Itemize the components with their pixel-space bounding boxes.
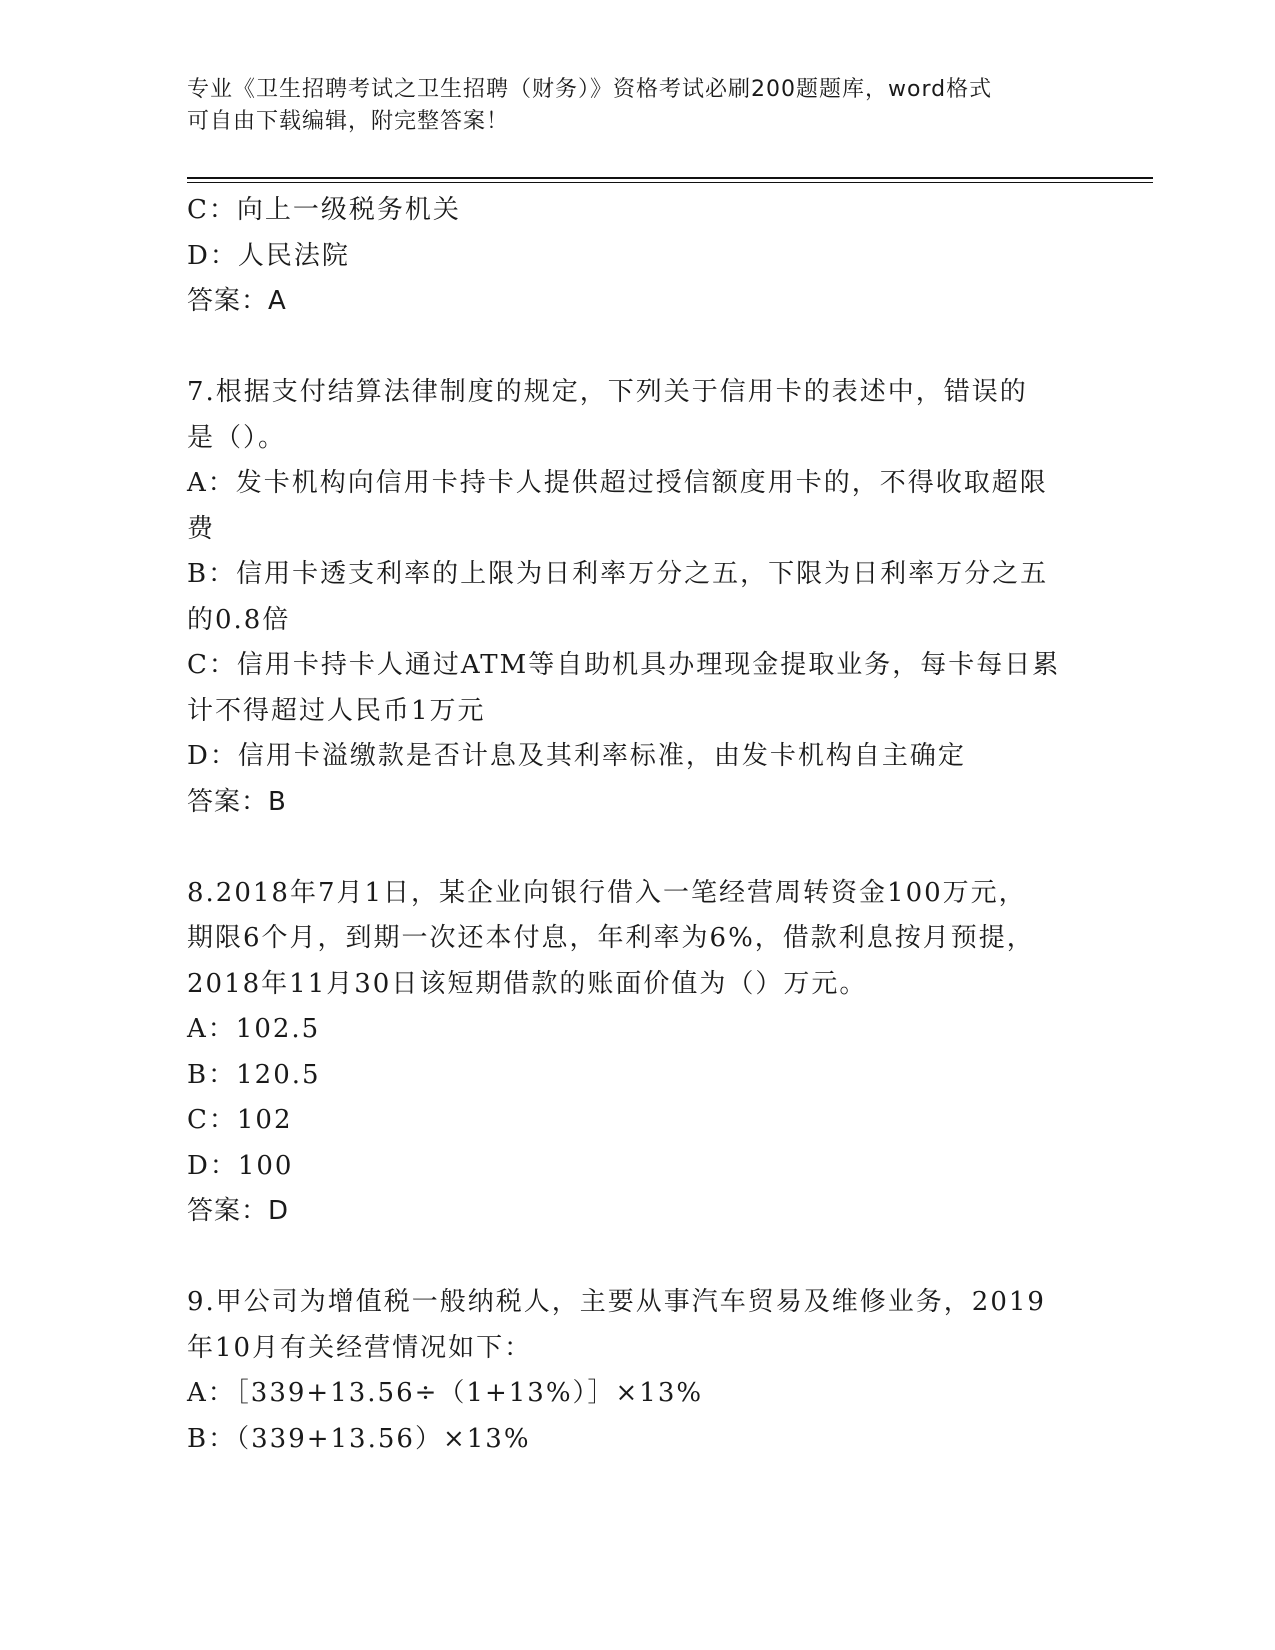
question-spacer xyxy=(187,1235,1087,1281)
question-stem-cont: 期限6个月，到期一次还本付息，年利率为6%，借款利息按月预提， xyxy=(187,923,1035,953)
header-title-line-2: 可自由下载编辑，附完整答案！ xyxy=(187,109,510,134)
option-b: B：（339+13.56）×13% xyxy=(187,1423,531,1454)
answer-line: 答案：A xyxy=(187,286,287,316)
header-divider-thick xyxy=(187,177,1153,179)
question-stem-cont: 是（）。 xyxy=(187,422,287,453)
question-6-tail xyxy=(187,188,1087,325)
option-a-cont: 费 xyxy=(187,513,216,544)
question-stem: 9.甲公司为增值税一般纳税人，主要从事汽车贸易及维修业务，2019 xyxy=(187,1287,1046,1317)
document-header xyxy=(187,74,1067,138)
header-divider-thin xyxy=(187,182,1153,183)
question-spacer xyxy=(187,325,1087,371)
option-d: D：信用卡溢缴款是否计息及其利率标准，由发卡机构自主确定 xyxy=(187,741,966,771)
question-8 xyxy=(187,871,1087,1235)
option-a: A：［339+13.56÷（1+13%）］×13% xyxy=(187,1378,704,1408)
header-title-line-1: 专业《卫生招聘考试之卫生招聘（财务）》资格考试必刷200题题库，word格式 xyxy=(187,77,993,102)
option-b: B：120.5 xyxy=(187,1059,321,1090)
answer-line: 答案：B xyxy=(187,786,287,817)
question-stem-cont: 年10月有关经营情况如下： xyxy=(187,1332,533,1363)
option-c: C：信用卡持卡人通过ATM等自助机具办理现金提取业务，每卡每日累 xyxy=(187,650,1061,680)
option-b: B：信用卡透支利率的上限为日利率万分之五，下限为日利率万分之五 xyxy=(187,559,1049,589)
question-stem: 7.根据支付结算法律制度的规定，下列关于信用卡的表述中，错误的 xyxy=(187,377,1028,407)
option-b-cont: 的0.8倍 xyxy=(187,604,291,635)
question-spacer xyxy=(187,825,1087,871)
option-c: C：102 xyxy=(187,1105,293,1135)
question-list xyxy=(187,188,1087,1462)
option-c: C：向上一级税务机关 xyxy=(187,195,461,225)
question-stem: 8.2018年7月1日，某企业向银行借入一笔经营周转资金100万元， xyxy=(187,877,1027,908)
option-c-cont: 计不得超过人民币1万元 xyxy=(187,695,486,726)
option-d: D：人民法院 xyxy=(187,240,350,271)
option-a: A：发卡机构向信用卡持卡人提供超过授信额度用卡的，不得收取超限 xyxy=(187,468,1048,498)
option-d: D：100 xyxy=(187,1150,294,1181)
question-9 xyxy=(187,1280,1087,1462)
option-a: A：102.5 xyxy=(187,1014,321,1044)
question-stem-cont: 2018年11月30日该短期借款的账面价值为（）万元。 xyxy=(187,968,868,999)
question-7 xyxy=(187,370,1087,825)
answer-line: 答案：D xyxy=(187,1196,290,1226)
